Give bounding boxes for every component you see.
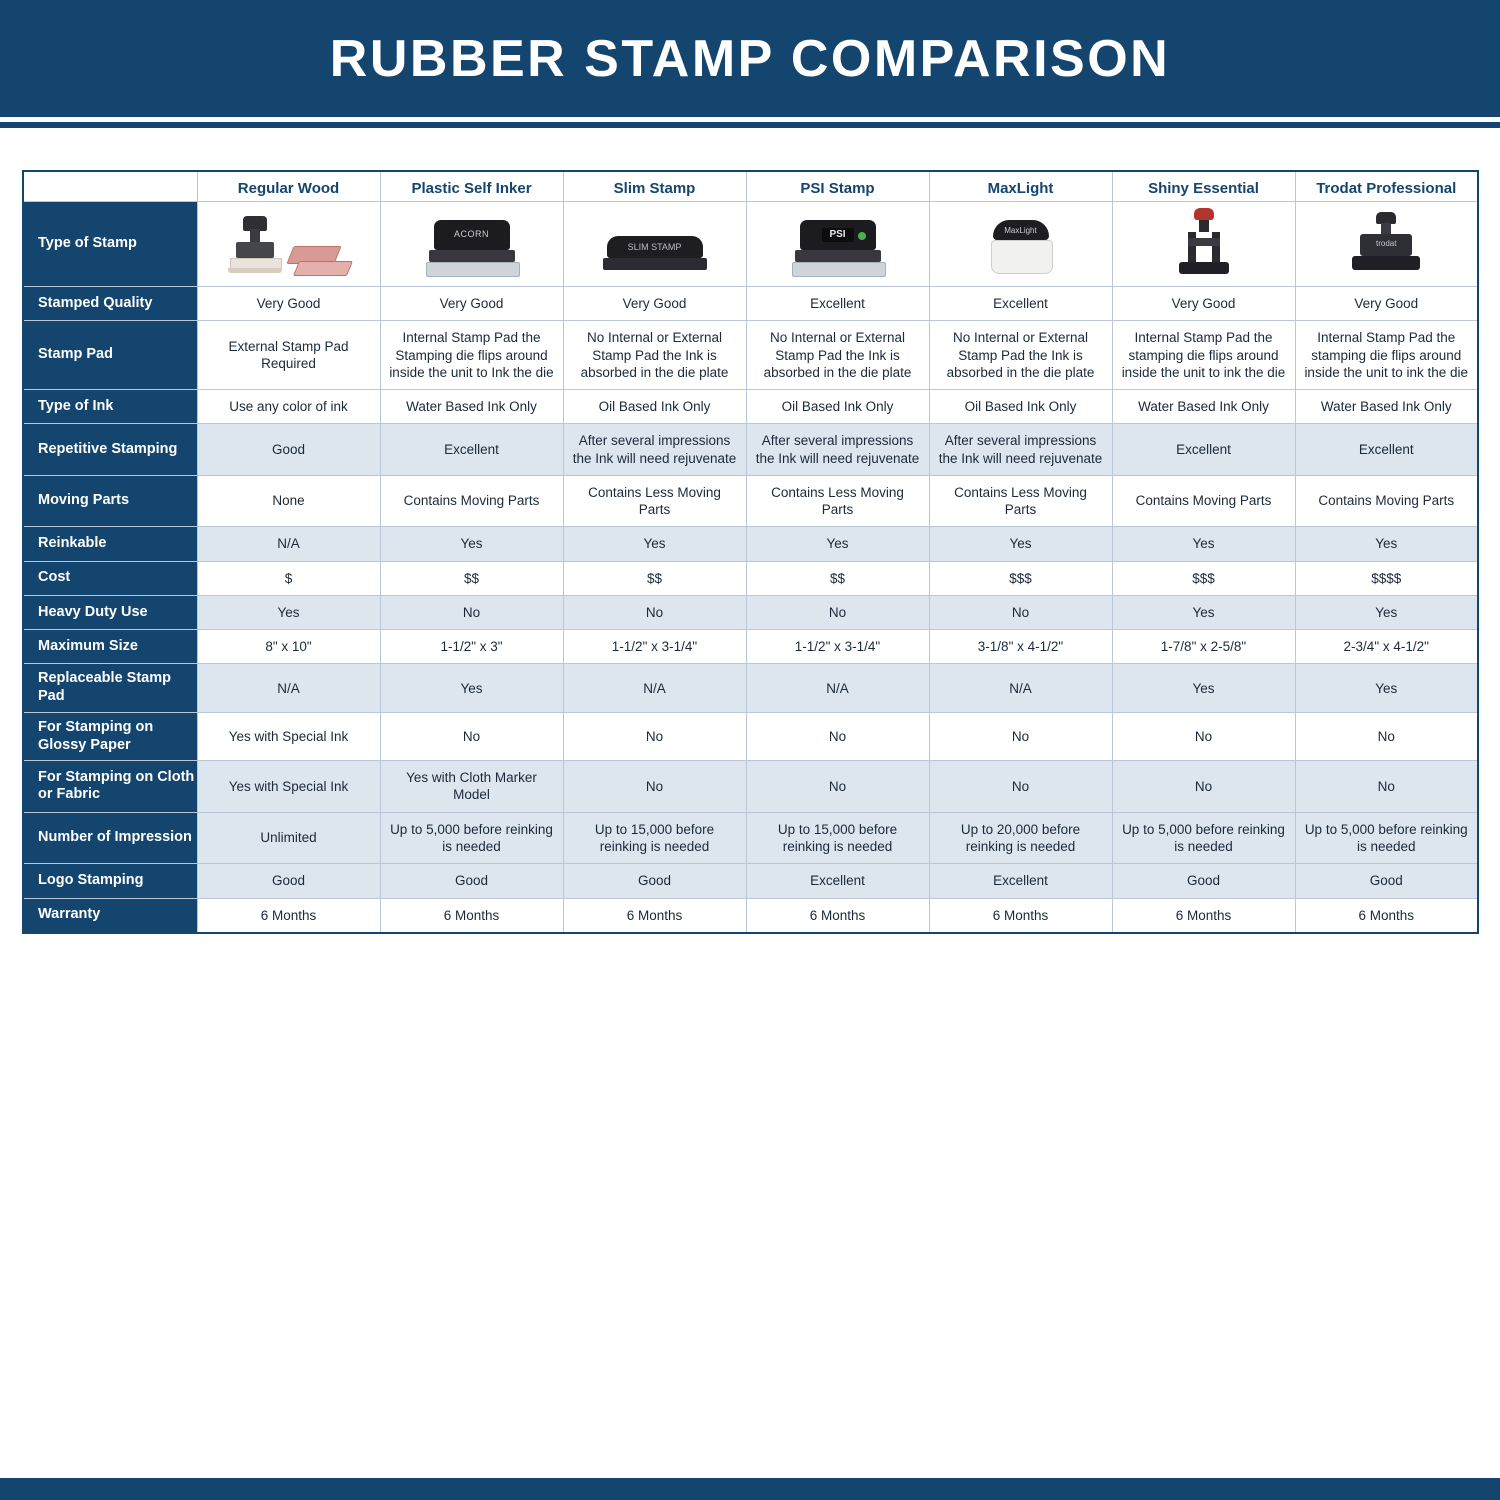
cell-glossy-paper-shiny-essential: No bbox=[1112, 712, 1295, 760]
cell-maximum-size-trodat-professional: 2-3/4" x 4-1/2" bbox=[1295, 630, 1478, 664]
cell-image-trodat-professional bbox=[1295, 202, 1478, 287]
table-row-maximum-size bbox=[23, 630, 1478, 664]
cell-reinkable-plastic-self-inker: Yes bbox=[380, 527, 563, 561]
table-row-cloth-or-fabric bbox=[23, 761, 1478, 813]
column-header-maxlight: MaxLight bbox=[929, 171, 1112, 202]
cell-stamp-pad-shiny-essential: Internal Stamp Pad the stamping die flips around inside the unit to ink the die bbox=[1112, 321, 1295, 390]
cell-glossy-paper-maxlight: No bbox=[929, 712, 1112, 760]
table-row-heavy-duty-use bbox=[23, 595, 1478, 629]
cell-stamped-quality-plastic-self-inker: Very Good bbox=[380, 287, 563, 321]
cell-image-shiny-essential bbox=[1112, 202, 1295, 287]
row-label-stamped-quality: Stamped Quality bbox=[23, 287, 197, 321]
cell-replaceable-stamp-pad-shiny-essential: Yes bbox=[1112, 664, 1295, 712]
cell-type-of-ink-shiny-essential: Water Based Ink Only bbox=[1112, 390, 1295, 424]
page-header bbox=[0, 0, 1500, 122]
maxlight-brand-label: MaxLight bbox=[1004, 226, 1037, 235]
cell-repetitive-stamping-slim-stamp: After several impressions the Ink will need rejuvenate bbox=[563, 424, 746, 476]
cell-cloth-or-fabric-plastic-self-inker: Yes with Cloth Marker Model bbox=[380, 761, 563, 813]
page-title: RUBBER STAMP COMPARISON bbox=[329, 29, 1171, 88]
wood-stamp-icon bbox=[226, 214, 284, 278]
row-label-reinkable: Reinkable bbox=[23, 527, 197, 561]
cell-maximum-size-maxlight: 3-1/8" x 4-1/2" bbox=[929, 630, 1112, 664]
cell-cost-shiny-essential: $$$ bbox=[1112, 561, 1295, 595]
cell-number-of-impression-trodat-professional: Up to 5,000 before reinking is needed bbox=[1295, 812, 1478, 864]
cell-image-maxlight bbox=[929, 202, 1112, 287]
cell-reinkable-shiny-essential: Yes bbox=[1112, 527, 1295, 561]
cell-type-of-ink-regular-wood: Use any color of ink bbox=[197, 390, 380, 424]
cell-cloth-or-fabric-trodat-professional: No bbox=[1295, 761, 1478, 813]
cell-heavy-duty-use-maxlight: No bbox=[929, 595, 1112, 629]
row-label-moving-parts: Moving Parts bbox=[23, 475, 197, 527]
cell-repetitive-stamping-shiny-essential: Excellent bbox=[1112, 424, 1295, 476]
cell-cloth-or-fabric-slim-stamp: No bbox=[563, 761, 746, 813]
column-header-trodat-professional: Trodat Professional bbox=[1295, 171, 1478, 202]
table-row-repetitive-stamping bbox=[23, 424, 1478, 476]
table-corner-cell bbox=[23, 171, 197, 202]
psi-brand-label: PSI bbox=[822, 228, 854, 242]
cell-glossy-paper-plastic-self-inker: No bbox=[380, 712, 563, 760]
cell-repetitive-stamping-trodat-professional: Excellent bbox=[1295, 424, 1478, 476]
cell-reinkable-maxlight: Yes bbox=[929, 527, 1112, 561]
cell-cloth-or-fabric-shiny-essential: No bbox=[1112, 761, 1295, 813]
table-row-stamped-quality bbox=[23, 287, 1478, 321]
cell-number-of-impression-slim-stamp: Up to 15,000 before reinking is needed bbox=[563, 812, 746, 864]
cell-stamp-pad-regular-wood: External Stamp Pad Required bbox=[197, 321, 380, 390]
row-label-logo-stamping: Logo Stamping bbox=[23, 864, 197, 898]
cell-heavy-duty-use-slim-stamp: No bbox=[563, 595, 746, 629]
cell-stamp-pad-psi-stamp: No Internal or External Stamp Pad the Ink is absorbed in the die plate bbox=[746, 321, 929, 390]
column-header-shiny-essential: Shiny Essential bbox=[1112, 171, 1295, 202]
page-footer-bar bbox=[0, 1478, 1500, 1500]
cell-maximum-size-plastic-self-inker: 1-1/2" x 3" bbox=[380, 630, 563, 664]
cell-maximum-size-regular-wood: 8" x 10" bbox=[197, 630, 380, 664]
psi-stamp-icon bbox=[792, 220, 884, 278]
row-label-cost: Cost bbox=[23, 561, 197, 595]
table-row-logo-stamping bbox=[23, 864, 1478, 898]
cell-repetitive-stamping-regular-wood: Good bbox=[197, 424, 380, 476]
cell-stamped-quality-maxlight: Excellent bbox=[929, 287, 1112, 321]
trodat-professional-stamp-icon bbox=[1348, 212, 1424, 278]
cell-stamp-pad-slim-stamp: No Internal or External Stamp Pad the Ink is absorbed in the die plate bbox=[563, 321, 746, 390]
table-row-number-of-impression bbox=[23, 812, 1478, 864]
row-label-type-of-stamp: Type of Stamp bbox=[23, 202, 197, 287]
cell-cost-maxlight: $$$ bbox=[929, 561, 1112, 595]
cell-glossy-paper-regular-wood: Yes with Special Ink bbox=[197, 712, 380, 760]
cell-logo-stamping-regular-wood: Good bbox=[197, 864, 380, 898]
cell-glossy-paper-trodat-professional: No bbox=[1295, 712, 1478, 760]
row-label-replaceable-stamp-pad: Replaceable Stamp Pad bbox=[23, 664, 197, 712]
table-container bbox=[0, 128, 1500, 934]
cell-warranty-plastic-self-inker: 6 Months bbox=[380, 898, 563, 933]
cell-moving-parts-shiny-essential: Contains Moving Parts bbox=[1112, 475, 1295, 527]
row-label-warranty: Warranty bbox=[23, 898, 197, 933]
row-label-glossy-paper: For Stamping on Glossy Paper bbox=[23, 712, 197, 760]
table-header-row bbox=[23, 171, 1478, 202]
cell-heavy-duty-use-trodat-professional: Yes bbox=[1295, 595, 1478, 629]
table-row-type-of-stamp bbox=[23, 202, 1478, 287]
cell-image-slim-stamp bbox=[563, 202, 746, 287]
cell-cloth-or-fabric-maxlight: No bbox=[929, 761, 1112, 813]
cell-stamped-quality-shiny-essential: Very Good bbox=[1112, 287, 1295, 321]
table-row-moving-parts bbox=[23, 475, 1478, 527]
cell-repetitive-stamping-maxlight: After several impressions the Ink will need rejuvenate bbox=[929, 424, 1112, 476]
cell-warranty-regular-wood: 6 Months bbox=[197, 898, 380, 933]
cell-replaceable-stamp-pad-plastic-self-inker: Yes bbox=[380, 664, 563, 712]
table-row-type-of-ink bbox=[23, 390, 1478, 424]
cell-moving-parts-maxlight: Contains Less Moving Parts bbox=[929, 475, 1112, 527]
cell-type-of-ink-maxlight: Oil Based Ink Only bbox=[929, 390, 1112, 424]
cell-type-of-ink-slim-stamp: Oil Based Ink Only bbox=[563, 390, 746, 424]
cell-moving-parts-slim-stamp: Contains Less Moving Parts bbox=[563, 475, 746, 527]
column-header-slim-stamp: Slim Stamp bbox=[563, 171, 746, 202]
cell-logo-stamping-shiny-essential: Good bbox=[1112, 864, 1295, 898]
cell-warranty-shiny-essential: 6 Months bbox=[1112, 898, 1295, 933]
cell-stamped-quality-slim-stamp: Very Good bbox=[563, 287, 746, 321]
cell-warranty-trodat-professional: 6 Months bbox=[1295, 898, 1478, 933]
cell-replaceable-stamp-pad-trodat-professional: Yes bbox=[1295, 664, 1478, 712]
cell-cost-plastic-self-inker: $$ bbox=[380, 561, 563, 595]
cell-heavy-duty-use-psi-stamp: No bbox=[746, 595, 929, 629]
table-row-cost bbox=[23, 561, 1478, 595]
row-label-maximum-size: Maximum Size bbox=[23, 630, 197, 664]
cell-warranty-maxlight: 6 Months bbox=[929, 898, 1112, 933]
column-header-regular-wood: Regular Wood bbox=[197, 171, 380, 202]
cell-moving-parts-plastic-self-inker: Contains Moving Parts bbox=[380, 475, 563, 527]
cell-number-of-impression-maxlight: Up to 20,000 before reinking is needed bbox=[929, 812, 1112, 864]
cell-moving-parts-trodat-professional: Contains Moving Parts bbox=[1295, 475, 1478, 527]
cell-heavy-duty-use-plastic-self-inker: No bbox=[380, 595, 563, 629]
cell-type-of-ink-plastic-self-inker: Water Based Ink Only bbox=[380, 390, 563, 424]
cell-number-of-impression-shiny-essential: Up to 5,000 before reinking is needed bbox=[1112, 812, 1295, 864]
cell-logo-stamping-plastic-self-inker: Good bbox=[380, 864, 563, 898]
cell-cost-trodat-professional: $$$$ bbox=[1295, 561, 1478, 595]
table-row-glossy-paper bbox=[23, 712, 1478, 760]
table-row-stamp-pad bbox=[23, 321, 1478, 390]
cell-number-of-impression-psi-stamp: Up to 15,000 before reinking is needed bbox=[746, 812, 929, 864]
cell-replaceable-stamp-pad-slim-stamp: N/A bbox=[563, 664, 746, 712]
cell-heavy-duty-use-regular-wood: Yes bbox=[197, 595, 380, 629]
cell-cost-psi-stamp: $$ bbox=[746, 561, 929, 595]
cell-glossy-paper-psi-stamp: No bbox=[746, 712, 929, 760]
cell-replaceable-stamp-pad-psi-stamp: N/A bbox=[746, 664, 929, 712]
column-header-plastic-self-inker: Plastic Self Inker bbox=[380, 171, 563, 202]
cell-logo-stamping-slim-stamp: Good bbox=[563, 864, 746, 898]
plastic-self-inker-icon bbox=[426, 220, 518, 278]
cell-cost-regular-wood: $ bbox=[197, 561, 380, 595]
cell-type-of-ink-psi-stamp: Oil Based Ink Only bbox=[746, 390, 929, 424]
cell-moving-parts-psi-stamp: Contains Less Moving Parts bbox=[746, 475, 929, 527]
cell-logo-stamping-psi-stamp: Excellent bbox=[746, 864, 929, 898]
cell-stamp-pad-trodat-professional: Internal Stamp Pad the stamping die flips around inside the unit to ink the die bbox=[1295, 321, 1478, 390]
cell-logo-stamping-trodat-professional: Good bbox=[1295, 864, 1478, 898]
cell-replaceable-stamp-pad-maxlight: N/A bbox=[929, 664, 1112, 712]
slim-stamp-icon bbox=[603, 232, 707, 278]
cell-maximum-size-shiny-essential: 1-7/8" x 2-5/8" bbox=[1112, 630, 1295, 664]
cell-maximum-size-slim-stamp: 1-1/2" x 3-1/4" bbox=[563, 630, 746, 664]
cell-warranty-slim-stamp: 6 Months bbox=[563, 898, 746, 933]
cell-reinkable-slim-stamp: Yes bbox=[563, 527, 746, 561]
table-row-reinkable bbox=[23, 527, 1478, 561]
column-header-psi-stamp: PSI Stamp bbox=[746, 171, 929, 202]
cell-number-of-impression-regular-wood: Unlimited bbox=[197, 812, 380, 864]
trodat-brand-label: trodat bbox=[1376, 239, 1397, 248]
cell-reinkable-trodat-professional: Yes bbox=[1295, 527, 1478, 561]
shiny-essential-stamp-icon bbox=[1173, 208, 1235, 278]
row-label-type-of-ink: Type of Ink bbox=[23, 390, 197, 424]
cell-warranty-psi-stamp: 6 Months bbox=[746, 898, 929, 933]
cell-type-of-ink-trodat-professional: Water Based Ink Only bbox=[1295, 390, 1478, 424]
row-label-cloth-or-fabric: For Stamping on Cloth or Fabric bbox=[23, 761, 197, 813]
cell-logo-stamping-maxlight: Excellent bbox=[929, 864, 1112, 898]
cell-image-plastic-self-inker bbox=[380, 202, 563, 287]
cell-repetitive-stamping-psi-stamp: After several impressions the Ink will need rejuvenate bbox=[746, 424, 929, 476]
stamp-comparison-table bbox=[22, 170, 1479, 934]
cell-cloth-or-fabric-regular-wood: Yes with Special Ink bbox=[197, 761, 380, 813]
row-label-heavy-duty-use: Heavy Duty Use bbox=[23, 595, 197, 629]
cell-stamped-quality-psi-stamp: Excellent bbox=[746, 287, 929, 321]
row-label-stamp-pad: Stamp Pad bbox=[23, 321, 197, 390]
cell-repetitive-stamping-plastic-self-inker: Excellent bbox=[380, 424, 563, 476]
row-label-number-of-impression: Number of Impression bbox=[23, 812, 197, 864]
cell-heavy-duty-use-shiny-essential: Yes bbox=[1112, 595, 1295, 629]
maxlight-stamp-icon bbox=[985, 220, 1057, 278]
cell-stamped-quality-trodat-professional: Very Good bbox=[1295, 287, 1478, 321]
cell-maximum-size-psi-stamp: 1-1/2" x 3-1/4" bbox=[746, 630, 929, 664]
cell-reinkable-regular-wood: N/A bbox=[197, 527, 380, 561]
table-row-replaceable-stamp-pad bbox=[23, 664, 1478, 712]
table-row-warranty bbox=[23, 898, 1478, 933]
psi-green-dot-icon bbox=[858, 232, 866, 240]
cell-replaceable-stamp-pad-regular-wood: N/A bbox=[197, 664, 380, 712]
cell-number-of-impression-plastic-self-inker: Up to 5,000 before reinking is needed bbox=[380, 812, 563, 864]
cell-cost-slim-stamp: $$ bbox=[563, 561, 746, 595]
cell-stamped-quality-regular-wood: Very Good bbox=[197, 287, 380, 321]
plastic-self-inker-brand-label: ACORN bbox=[453, 229, 489, 239]
cell-cloth-or-fabric-psi-stamp: No bbox=[746, 761, 929, 813]
cell-stamp-pad-plastic-self-inker: Internal Stamp Pad the Stamping die flips around inside the unit to Ink the die bbox=[380, 321, 563, 390]
cell-stamp-pad-maxlight: No Internal or External Stamp Pad the Ink is absorbed in the die plate bbox=[929, 321, 1112, 390]
cell-image-regular-wood bbox=[197, 202, 380, 287]
slim-stamp-brand-label: SLIM STAMP bbox=[627, 242, 682, 252]
cell-glossy-paper-slim-stamp: No bbox=[563, 712, 746, 760]
row-label-repetitive-stamping: Repetitive Stamping bbox=[23, 424, 197, 476]
cell-image-psi-stamp bbox=[746, 202, 929, 287]
ink-pad-icon bbox=[290, 244, 352, 278]
cell-reinkable-psi-stamp: Yes bbox=[746, 527, 929, 561]
cell-moving-parts-regular-wood: None bbox=[197, 475, 380, 527]
